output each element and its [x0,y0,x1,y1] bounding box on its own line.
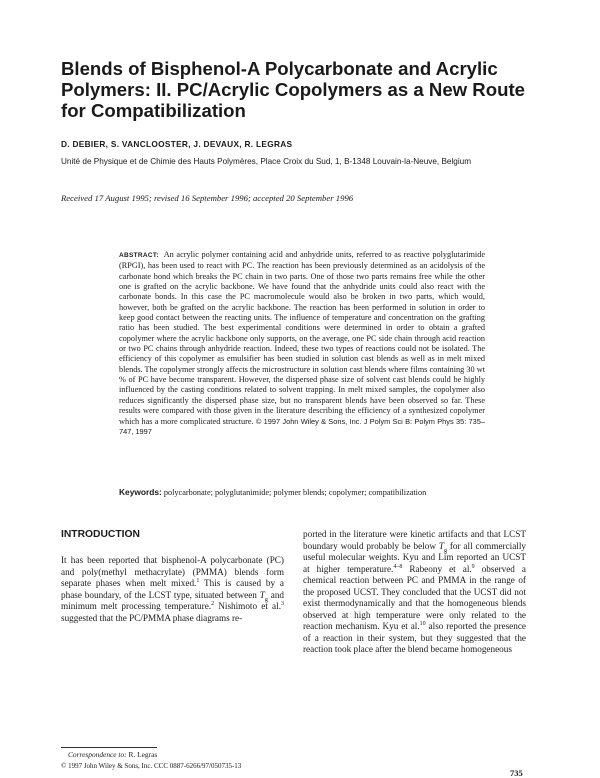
submission-dates: Received 17 August 1995; revised 16 September 1996; accepted 20 September 1996 [61,193,354,203]
body-column-left [61,555,284,624]
reference-marker: 3 [281,600,284,607]
reference-marker: 9 [471,563,475,570]
correspondence-name: R. Legras [128,750,158,759]
body-text: suggested that the PC/PMMA phase diagrams re- [61,612,243,623]
symbol-subscript: g [264,596,268,603]
body-text: Nishimoto et al. [214,601,281,611]
keywords-text: polycarbonate; polyglutanimide; polymer blends; copolymer; compatibilization [163,488,427,497]
symbol-t: T [438,540,444,551]
body-text: This is caused by a phase boundary, of the LCST type, situated between [61,578,285,600]
reference-marker: 2 [211,600,215,607]
abstract-text: An acrylic polymer containing acid and anhydride units, referred to as reactive polyglutarimide (RPGI), has been used to react with PC. The reaction has been previously determined as an acidolysis of the carbonate bond which breaks the PC chain in two parts. One of those two parts remains free while the other one is grafted on the acrylic backbone. We have found that the anhydride units could also react with the carbonate bonds. In this case the PC macromolecule would also be broken in two parts, which would, however, both be grafted on the acrylic backbone. The reaction has been performed in solution in order to keep good contact between the reacting units. The influence of temperature and concentration on the grafting ratio has been studied. The best experimental conditions were determined in order to obtain a grafted copolymer where the acrylic backbone only supports, on the average, one PC side chain through acid reaction or two PC chains through anhydride reaction. Indeed, these two types of reactions could not be isolated. The efficiency of this copolymer as emulsifier has been studied in solution cast blends as well as in melt mixed blends. The copolymer strongly affects the microstructure in solution cast blends where films containing 30 wt % of PC have become transparent. However, the dispersed phase size of solvent cast blends could be highly influenced by the casting conditions related to solvent trapping. In melt mixed samples, the copolymer also reduces significantly the dispersed phase size, but no transparent blends have been observed so far. These results were compared with those given in the literature describing the efficiency of a synthesized copolymer which has a more complicated structure. [119,250,486,426]
affiliation: Unité de Physique et de Chimie des Hauts Polymères, Place Croix du Sud, 1, B-1348 Louvain-la-Neuve, Belgium [61,157,472,166]
abstract [119,250,485,437]
symbol-subscript: g [443,547,447,554]
body-text: observed a chemical reaction between PC and PMMA in the range of the proposed UCST. They concluded that the UCST did not exist thermodynamically and that the homogeneous blends observed at high temperature were only related to the reaction mechanism. Kyu et al. [303,563,526,631]
reference-marker: 10 [419,620,426,627]
symbol-t: T [259,589,265,600]
reference-marker: 1 [196,577,200,584]
correspondence-note [68,750,157,759]
keywords-label: Keywords: [119,487,162,497]
keywords [119,487,485,498]
section-heading-introduction: INTRODUCTION [61,529,140,540]
body-text: It has been reported that bisphenol-A polycarbonate (PC) and poly(methyl methacrylate) (PMMA) blends form separate phases when melt mixed. [61,555,284,588]
reference-marker: 4–8 [393,563,403,570]
body-text: Rabeony et al. [402,563,472,574]
copyright-line: © 1997 John Wiley & Sons, Inc. CCC 0887-6266/97/050735-13 [61,762,242,770]
correspondence-label: Correspondence to: [68,750,127,759]
footnote-rule [61,747,157,748]
paper-title: Blends of Bisphenol-A Polycarbonate and Acrylic Polymers: II. PC/Acrylic Copolymers as a New Route for Compatibilization [61,58,525,121]
author-list: D. DEBIER, S. VANCLOOSTER, J. DEVAUX, R. LEGRAS [61,139,293,149]
abstract-citation: © 1997 John Wiley & Sons, Inc. J Polym Sci B: Polym Phys 35: 735–747, 1997 [119,416,486,436]
body-text: and minimum melt processing temperature. [61,589,285,611]
body-text: ported in the literature were kinetic artifacts and that LCST boundary would probably be below [303,529,526,551]
body-column-right [303,529,526,656]
body-text: for all commercially useful molecular weights. Kyu and Lim reported an UCST at higher temperature. [303,540,527,574]
body-text: also reported the presence of a reaction in their system, but they suggested that the reaction took place after the blend became homogeneous [303,621,526,654]
page-number: 735 [510,768,523,778]
abstract-label: ABSTRACT: [119,252,159,259]
